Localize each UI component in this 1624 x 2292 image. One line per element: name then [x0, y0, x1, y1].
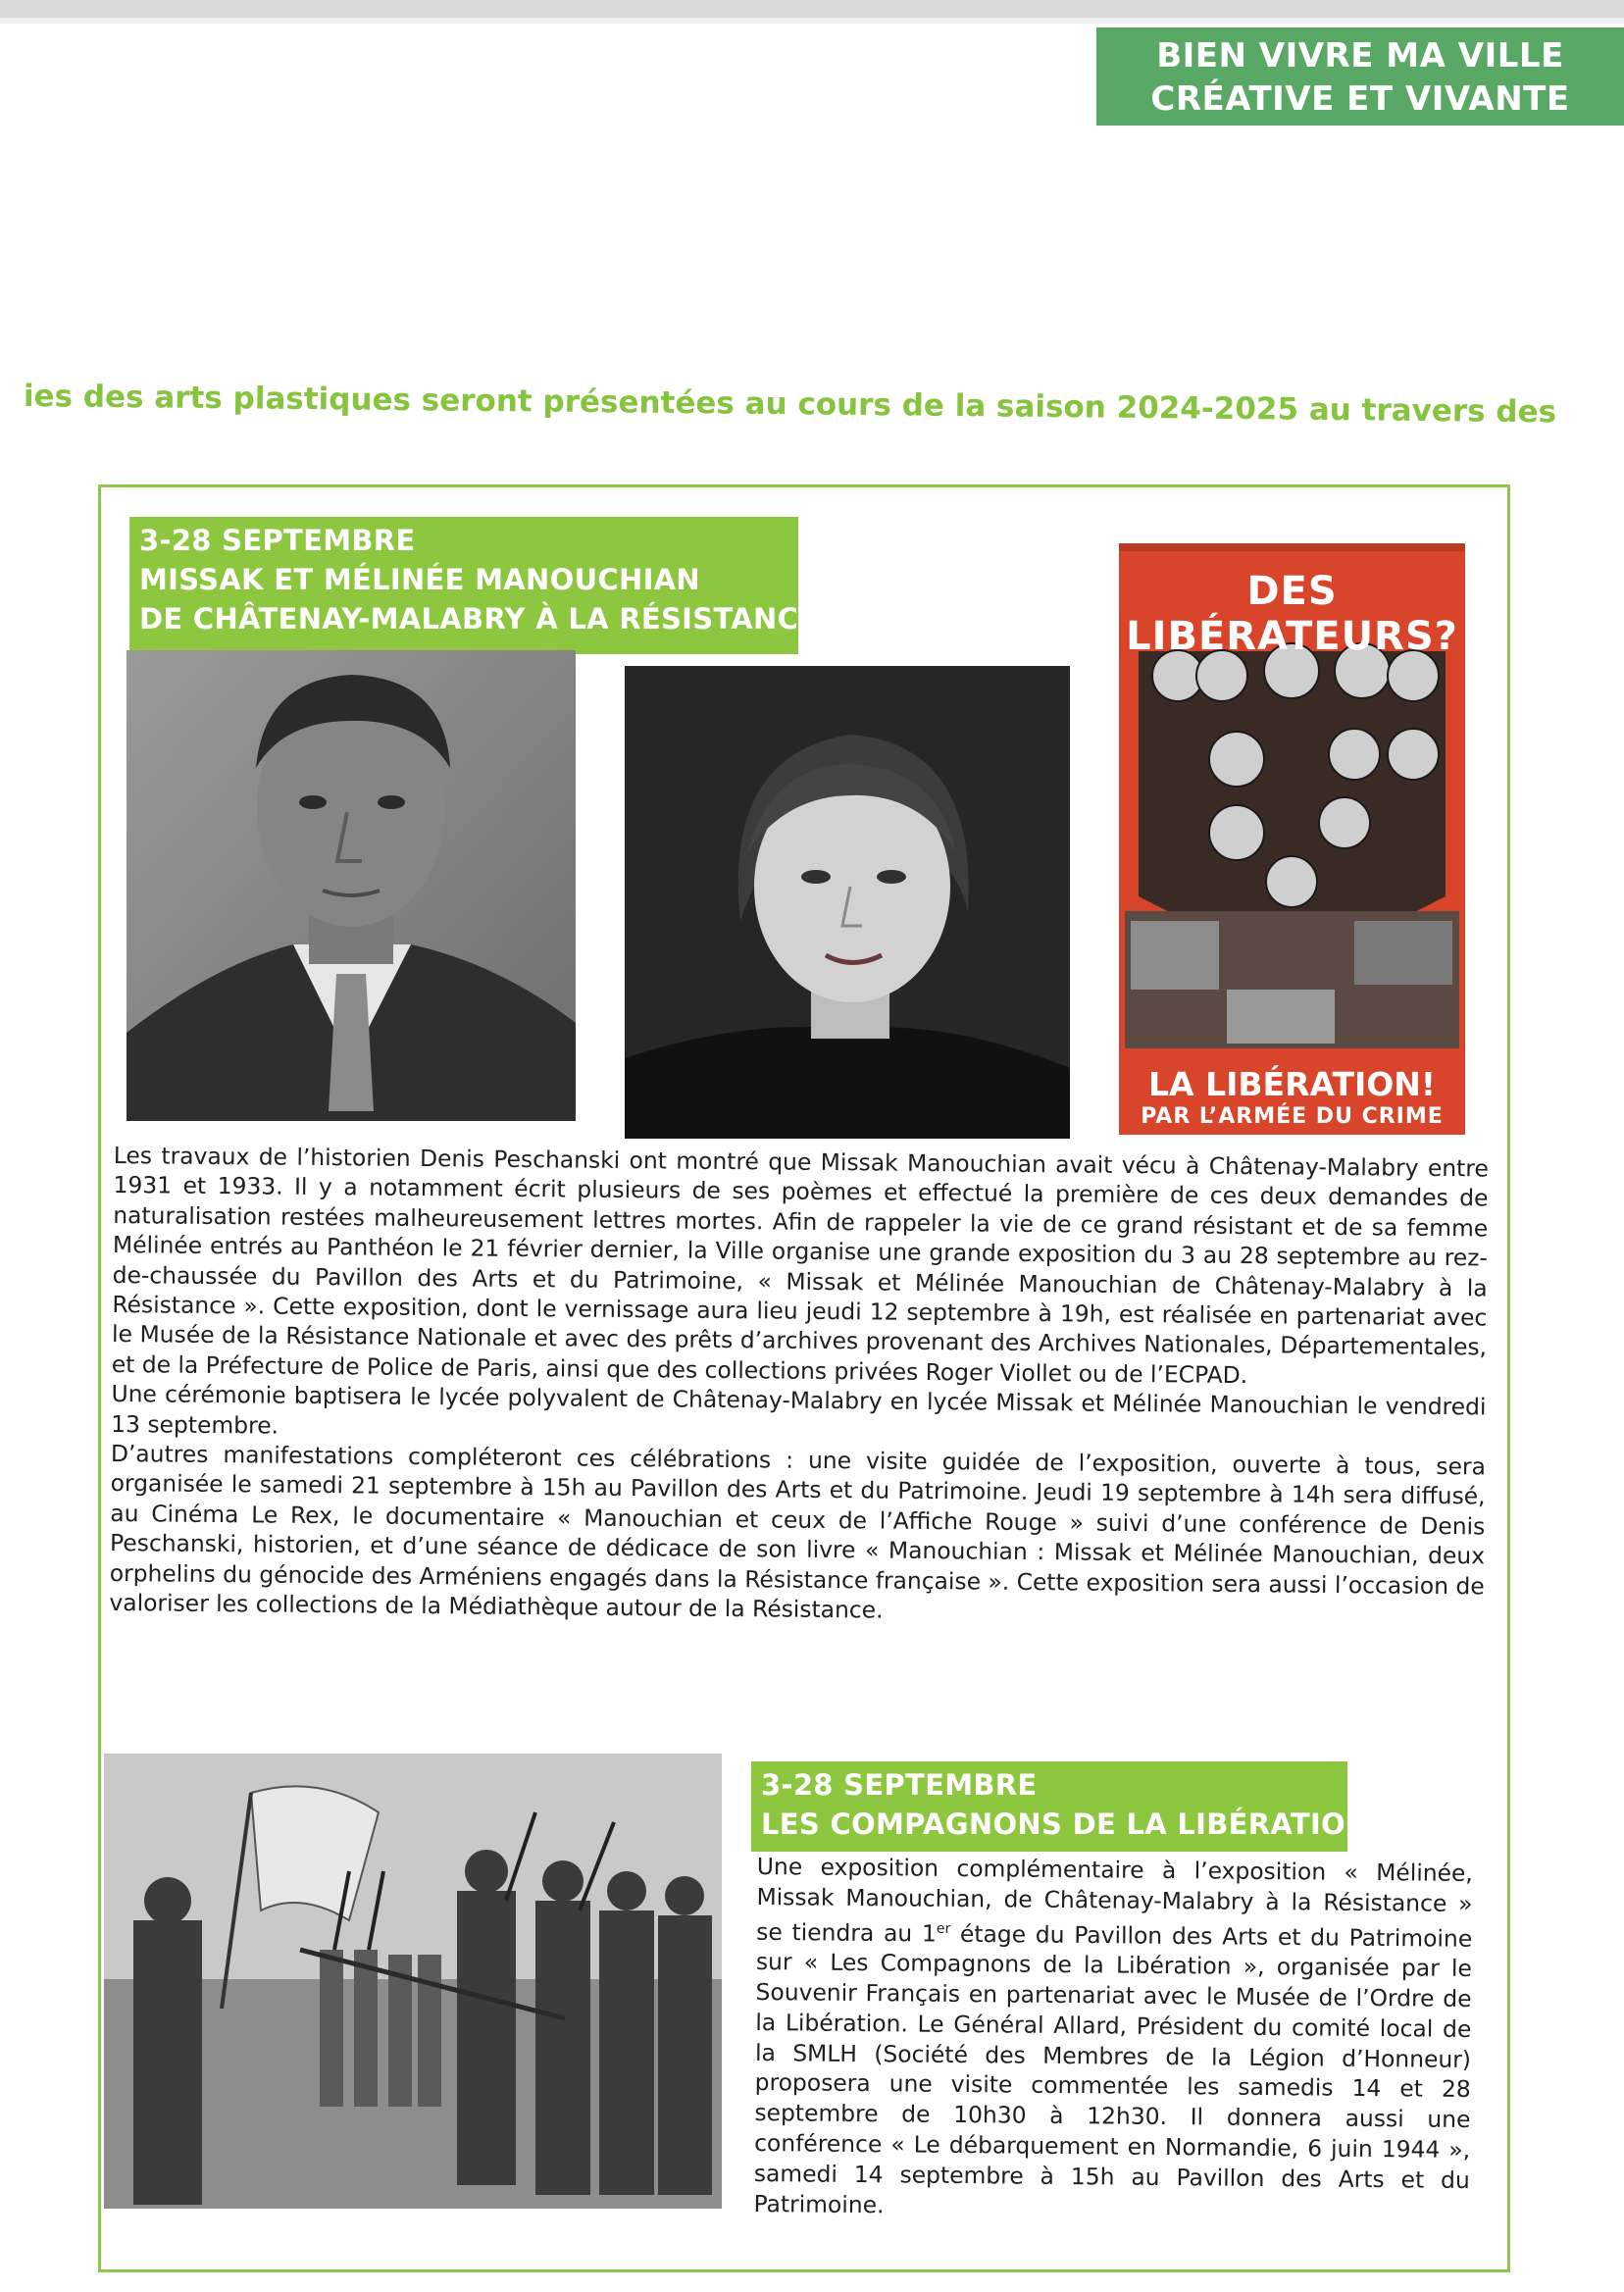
manouchian-tag-title-2: DE CHÂTENAY-MALABRY À LA RÉSISTANCE — [139, 602, 819, 636]
ceremony-photo — [104, 1754, 722, 2209]
manouchian-article — [109, 1141, 1489, 1631]
article-paragraph-1: Les travaux de l’historien Denis Peschanski ont montré que Missak Manouchian avait vécu à Châtenay-Malabry entre 1931 et 1933. Il y a notamment écrit plusieurs de ses poèmes et effectué la première de ces deux demandes de naturalisation restées malheureusement lettres mortes. Afin de rappeler la vie de ce grand résistant et de sa femme Mélinée entrés au Panthéon le 21 février dernier, la Ville organise une grande exposition du 3 au 28 septembre au rez-de-chaussée du Pavillon des Arts et du Patrimoine, « Missak et Mélinée Manouchian de Châtenay-Malabry à la Résistance ». Cette exposition, dont le vernissage aura lieu jeudi 12 septembre à 19h, est réalisée en partenariat avec le Musée de la Résistance Nationale et avec des prêts d’archives provenant des Archives Nationales, Départementales, et de la Préfecture de Police de Paris, ainsi que des collections privées Roger Viollet ou de l’ECPAD. — [111, 1142, 1489, 1389]
missak-portrait-illustration — [127, 650, 576, 1121]
section-header-banner — [1096, 27, 1624, 126]
intro-line: ies des arts plastiques seront présentées au cours de la saison 2024-2025 au travers des — [23, 379, 1557, 431]
compagnons-text-2: étage du Pavillon des Arts et du Patrimoine sur « Les Compagnons de la Libération », organisée par le Souvenir Français en partenariat avec le Musée de l’Ordre de la Libération. Le Général Allard, Président du comité local de la SMLH (Société des Membres de la Légion d’Honneur) proposera une visite commentée les samedis 14 et 28 septembre de 10h30 à 12h30. Il donnera aussi une conférence « Le débarquement en Normandie, 6 juin 1944 », samedi 14 septembre à 15h au Pavillon des Arts et du Patrimoine. — [753, 1919, 1473, 2218]
poster-footer-2: PAR L’ARMÉE DU CRIME — [1141, 1104, 1444, 1129]
manouchian-tag — [129, 517, 819, 654]
melinee-portrait-illustration — [625, 666, 1070, 1139]
page-top-edge-light — [0, 18, 1624, 24]
affiche-rouge-poster — [1119, 543, 1465, 1135]
header-line-2: CRÉATIVE ET VIVANTE — [1150, 79, 1570, 119]
article-paragraph-3: D’autres manifestations compléteront ces célébrations : une visite guidée de l’exposition, ouverte à tous, sera organisée le samedi 21 septembre à 15h au Pavillon des Arts et du Patrimoine. Jeudi 19 septembre à 14h sera diffusé, au Cinéma Le Rex, le documentaire « Manouchian et ceux de l’Affiche Rouge » suivi d’une conférence de Denis Peschanski, historien, et d’une séance de dédicace de son livre « Manouchian : Missak et Mélinée Manouchian, deux orphelins du génocide des Arméniens engagés dans la Résistance française ». Cette exposition sera aussi l’occasion de valoriser les collections de la Médiathèque autour de la Résistance. — [109, 1440, 1487, 1624]
manouchian-tag-title-1: MISSAK ET MÉLINÉE MANOUCHIAN — [139, 563, 700, 596]
compagnons-tag-title: LES COMPAGNONS DE LA LIBÉRATION — [761, 1808, 1370, 1841]
melinee-photo — [625, 666, 1070, 1139]
manouchian-tag-date: 3-28 SEPTEMBRE — [139, 524, 416, 557]
compagnons-tag — [751, 1761, 1370, 1852]
ceremony-illustration — [104, 1754, 722, 2209]
missak-photo — [127, 650, 576, 1121]
poster-footer-1: LA LIBÉRATION! — [1148, 1065, 1436, 1103]
compagnons-text-1: Une exposition complémentaire à l’exposition « Mélinée, Missak Manouchian, de Châtenay-Malabry à la Résistance » se tiendra au 1 — [756, 1853, 1473, 1948]
compagnons-tag-date: 3-28 SEPTEMBRE — [761, 1768, 1038, 1802]
page-top-edge — [0, 0, 1624, 18]
article-paragraph-2: Une cérémonie baptisera le lycée polyvalent de Châtenay-Malabry en lycée Missak et Mélinée Manouchian le vendredi 13 septembre. — [111, 1380, 1487, 1440]
header-line-1: BIEN VIVRE MA VILLE — [1156, 36, 1564, 76]
compagnons-text-sup: er — [936, 1920, 951, 1937]
compagnons-article — [753, 1852, 1473, 2225]
poster-title: DES LIBÉRATEURS? — [1126, 569, 1458, 659]
